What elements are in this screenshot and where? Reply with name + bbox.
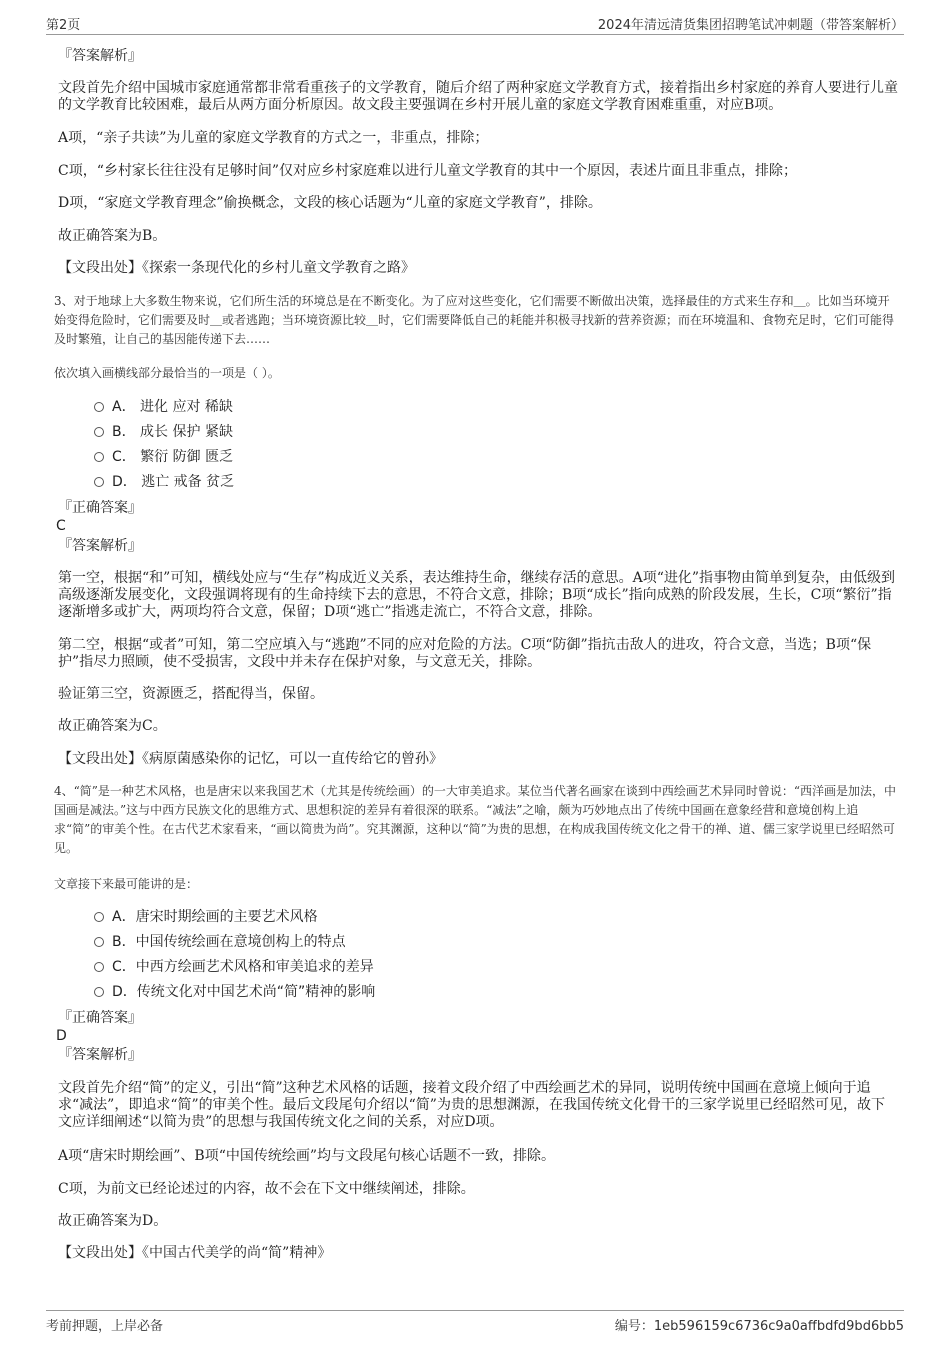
option-label: D．传统文化对中国艺术尚“简”精神的影响	[112, 984, 376, 1000]
analysis-tag: 『答案解析』	[58, 1047, 142, 1063]
source-citation: 【文段出处】《中国古代美学的尚“简”精神》	[58, 1245, 332, 1261]
radio-icon[interactable]	[94, 962, 104, 972]
analysis-paragraph: C项，为前文已经论述过的内容，故不会在下文中继续阐述，排除。	[58, 1181, 475, 1197]
analysis-paragraph: 文段首先介绍中国城市家庭通常都非常看重孩子的文学教育，随后介绍了两种家庭文学教育方式，接着指出乡村家庭的养育人要进行儿童的文学教育比较困难，最后从两方面分析原因。故文段主要强调在乡村开展儿童的家庭文学教育困难重重，对应B项。	[58, 80, 898, 113]
option-label: A．唐宋时期绘画的主要艺术风格	[112, 909, 318, 925]
option-a[interactable]	[94, 398, 233, 416]
option-label: D． 逃亡 戒备 贫乏	[112, 474, 235, 490]
option-label: C． 繁衍 防御 匮乏	[112, 449, 234, 465]
source-citation: 【文段出处】《病原菌感染你的记忆，可以一直传给它的曾孙》	[58, 751, 443, 767]
analysis-paragraph: 验证第三空，资源匮乏，搭配得当，保留。	[58, 686, 324, 702]
page-footer	[46, 1310, 904, 1334]
analysis-paragraph: 故正确答案为B。	[58, 228, 167, 244]
radio-icon[interactable]	[94, 477, 104, 487]
correct-answer: D	[56, 1028, 67, 1044]
page-number: 第2页	[46, 18, 81, 33]
analysis-paragraph: 第一空，根据“和”可知，横线处应与“生存”构成近义关系，表达维持生命，继续存活的意思。A项“进化”指事物由简单到复杂，由低级到高级逐渐发展变化，文段强调将现有的生命持续下去的意思，不符合文意，排除；B项“成长”指向成熟的阶段发展，生长，C项“繁衍”指逐渐增多或扩大，两项均符合文意，保留；D项“逃亡”指逃走流亡，不符合文意，排除。	[58, 570, 896, 620]
radio-icon[interactable]	[94, 937, 104, 947]
radio-icon[interactable]	[94, 427, 104, 437]
option-label: B． 成长 保护 紧缺	[112, 424, 233, 440]
option-label: C．中西方绘画艺术风格和审美追求的差异	[112, 959, 374, 975]
page-header	[46, 14, 904, 35]
option-label: B．中国传统绘画在意境创构上的特点	[112, 934, 346, 950]
analysis-paragraph: 文段首先介绍“简”的定义，引出“简”这种艺术风格的话题，接着文段介绍了中西绘画艺术的异同，说明传统中国画在意境上倾向于追求“减法”，即追求“简”的审美个性。最后文段尾句介绍以“简”为贵的思想渊源，在我国传统文化骨干的三家学说里已经昭然可见，故下文应详细阐述“以简为贵”的思想与我国传统文化之间的关系，对应D项。	[58, 1080, 885, 1130]
question-prompt: 文章接下来最可能讲的是：	[54, 877, 199, 891]
source-citation: 【文段出处】《探索一条现代化的乡村儿童文学教育之路》	[58, 260, 415, 276]
analysis-paragraph: A项，“亲子共读”为儿童的家庭文学教育的方式之一，非重点，排除；	[58, 130, 489, 146]
option-d[interactable]	[94, 983, 375, 1001]
document-code: 编号：1eb596159c6736c9a0affbdfd9bd6bb5	[614, 1319, 904, 1334]
radio-icon[interactable]	[94, 912, 104, 922]
option-c[interactable]	[94, 448, 233, 466]
correct-answer: C	[56, 518, 66, 534]
radio-icon[interactable]	[94, 402, 104, 412]
footer-slogan: 考前押题，上岸必备	[46, 1319, 164, 1334]
analysis-paragraph: 第二空，根据“或者”可知，第二空应填入与“逃跑”不同的应对危险的方法。C项“防御”指抗击敌人的进攻，符合文意，当选；B项“保护”指尽力照顾，使不受损害，文段中并未存在保护对象，与文意无关，排除。	[58, 637, 872, 670]
analysis-tag: 『答案解析』	[58, 48, 142, 64]
option-b[interactable]	[94, 423, 233, 441]
option-b[interactable]	[94, 933, 346, 951]
analysis-paragraph: 故正确答案为C。	[58, 718, 167, 734]
analysis-paragraph: A项“唐宋时期绘画”、B项“中国传统绘画”均与文段尾句核心话题不一致，排除。	[58, 1148, 556, 1164]
answer-tag: 『正确答案』	[58, 1010, 142, 1026]
option-a[interactable]	[94, 908, 318, 926]
option-label: A． 进化 应对 稀缺	[112, 399, 233, 415]
analysis-paragraph: D项，“家庭文学教育理念”偷换概念，文段的核心话题为“儿童的家庭文学教育”，排除。	[58, 195, 602, 211]
radio-icon[interactable]	[94, 987, 104, 997]
question-prompt: 依次填入画横线部分最恰当的一项是（ ）。	[54, 366, 280, 380]
question-stem: 4、“简”是一种艺术风格，也是唐宋以来我国艺术（尤其是传统绘画）的一大审美追求。某位当代著名画家在谈到中西绘画艺术异同时曾说：“西洋画是加法，中国画是减法。”这与中西方民族文化的思维方式、思想积淀的差异有着很深的联系。“减法”之喻，颇为巧妙地点出了传统中国画在意象经营和意境创构上追求“简”的审美个性。在古代艺术家看来，“画以简贵为尚”。究其渊源，这种以“简”为贵的思想，在构成我国传统文化之骨干的禅、道、儒三家学说里已经昭然可见。	[54, 784, 897, 855]
analysis-paragraph: C项，“乡村家长往往没有足够时间”仅对应乡村家庭难以进行儿童文学教育的其中一个原因，表述片面且非重点，排除；	[58, 163, 798, 179]
answer-tag: 『正确答案』	[58, 500, 142, 516]
radio-icon[interactable]	[94, 452, 104, 462]
question-stem: 3、对于地球上大多数生物来说，它们所生活的环境总是在不断变化。为了应对这些变化，它们需要不断做出决策，选择最佳的方式来生存和＿。比如当环境开始变得危险时，它们需要及时＿或者逃跑；当环境资源比较＿时，它们需要降低自己的耗能并积极寻找新的营养资源；而在环境温和、食物充足时，它们可能得及时繁殖，让自己的基因能传递下去……	[54, 294, 895, 346]
analysis-tag: 『答案解析』	[58, 538, 142, 554]
option-c[interactable]	[94, 958, 374, 976]
document-title: 2024年清远清货集团招聘笔试冲刺题（带答案解析）	[597, 18, 904, 33]
analysis-paragraph: 故正确答案为D。	[58, 1213, 168, 1229]
option-d[interactable]	[94, 473, 234, 491]
